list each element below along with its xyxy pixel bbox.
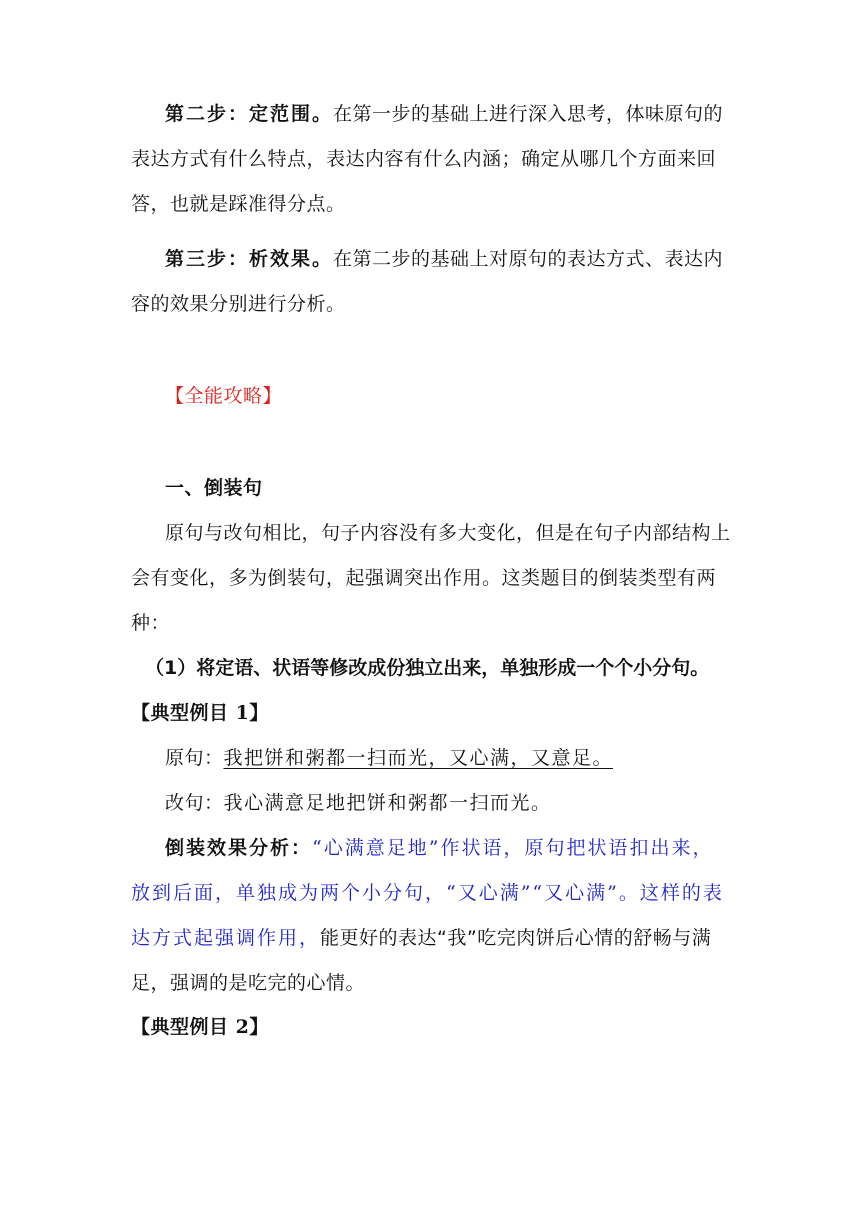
example1-original-line — [131, 736, 731, 781]
step3-paragraph — [131, 237, 731, 327]
analysis-label: 倒装效果分析： — [165, 837, 313, 859]
step3-text: 在第二步的基础上对原句的表达方式、表达内容的效果分别进行分析。 — [131, 248, 724, 315]
subsection-title: 一、倒装句 — [165, 477, 263, 499]
example1-analysis — [131, 826, 731, 1006]
revised-sentence: 我心满意足地把饼和粥都一扫而光。 — [223, 792, 552, 814]
example1-revised-line — [131, 781, 731, 826]
step2-paragraph — [131, 92, 731, 227]
section-heading: 【全能攻略】 — [165, 385, 283, 407]
step3-label: 第三步：析效果。 — [165, 248, 334, 270]
example2-label: 【典型例目 2】 — [131, 1016, 269, 1038]
analysis-conclusion: 能更好的表达“我”吃完肉饼后心情的舒畅与满足，强调的是吃完的心情。 — [131, 927, 712, 994]
step2-text: 在第一步的基础上进行深入思考，体味原句的表达方式有什么特点，表达内容有什么内涵；确定从哪几个方面来回答，也就是踩准得分点。 — [131, 103, 724, 215]
original-sentence: 我把饼和粥都一扫而光，又心满，又意足。 — [223, 747, 614, 769]
step2-label: 第二步：定范围。 — [165, 103, 334, 125]
revised-label: 改句： — [165, 792, 224, 814]
analysis-highlight: “心满意足地”作状语，原句把状语扣出来，放到后面，单独成为两个小分句，“又心满”“又心满”。这样的表达方式起强调作用， — [131, 837, 724, 949]
intro-paragraph: 原句与改句相比，句子内容没有多大变化，但是在句子内部结构上会有变化，多为倒装句，起强调突出作用。这类题目的倒装类型有两种： — [131, 522, 731, 634]
point-1: （1）将定语、状语等修改成份独立出来，单独形成一个个小分句。 — [145, 657, 710, 679]
original-label: 原句： — [165, 747, 224, 769]
example1-label: 【典型例目 1】 — [131, 702, 269, 724]
